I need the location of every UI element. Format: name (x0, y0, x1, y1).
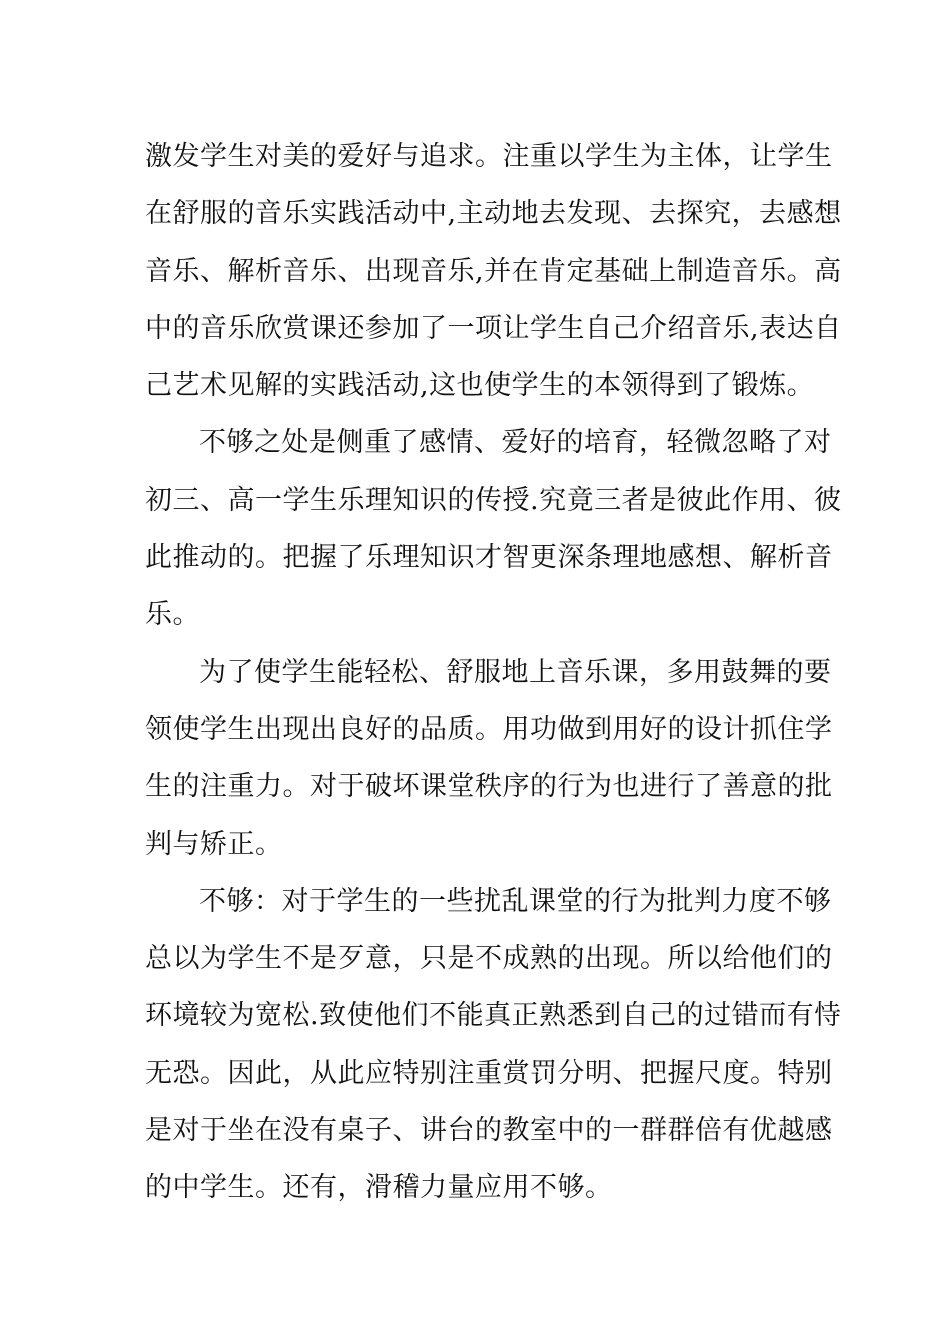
text-line: 生的注重力。对于破坏课堂秩序的行为也进行了善意的批 (145, 771, 833, 803)
text-line: 中的音乐欣赏课还参加了一项让学生自己介绍音乐,表达自 (145, 312, 842, 344)
document-body (145, 128, 842, 1217)
text-line: 总以为学生不是歹意，只是不成熟的出现。所以给他们的 (145, 943, 833, 975)
text-line: 环境较为宽松.致使他们不能真正熟悉到自己的过错而有恃 (145, 1000, 842, 1032)
paragraph-4 (145, 873, 842, 1217)
paragraph-1 (145, 128, 842, 414)
text-line: 的中学生。还有，滑稽力量应用不够。 (145, 1172, 613, 1204)
text-line: 无恐。因此，从此应特别注重赏罚分明、把握尺度。特别 (145, 1057, 833, 1089)
text-line: 乐。 (145, 599, 200, 631)
text-line: 为了使学生能轻松、舒服地上音乐课，多用鼓舞的要 (199, 656, 832, 688)
text-line: 此推动的。把握了乐理知识才智更深条理地感想、解析音 (145, 542, 833, 574)
text-line: 初三、高一学生乐理知识的传授.究竟三者是彼此作用、彼 (145, 484, 842, 516)
text-line: 判与矫正。 (145, 828, 283, 860)
text-line: 在舒服的音乐实践活动中,主动地去发现、去探究，去感想 (145, 198, 842, 230)
text-line: 不够之处是侧重了感情、爱好的培育，轻微忽略了对 (199, 427, 832, 459)
text-line: 领使学生出现出良好的品质。用功做到用好的设计抓住学 (145, 713, 833, 745)
text-line: 是对于坐在没有桌子、讲台的教室中的一群群倍有优越感 (145, 1115, 833, 1147)
paragraph-2 (145, 414, 842, 643)
text-line: 己艺术见解的实践活动,这也使学生的本领得到了锻炼。 (145, 370, 815, 402)
text-line: 不够：对于学生的一些扰乱课堂的行为批判力度不够 (199, 885, 832, 917)
text-line: 音乐、解析音乐、出现音乐,并在肯定基础上制造音乐。高 (145, 255, 842, 287)
paragraph-3 (145, 644, 833, 873)
text-line: 激发学生对美的爱好与追求。注重以学生为主体，让学生 (145, 141, 833, 172)
